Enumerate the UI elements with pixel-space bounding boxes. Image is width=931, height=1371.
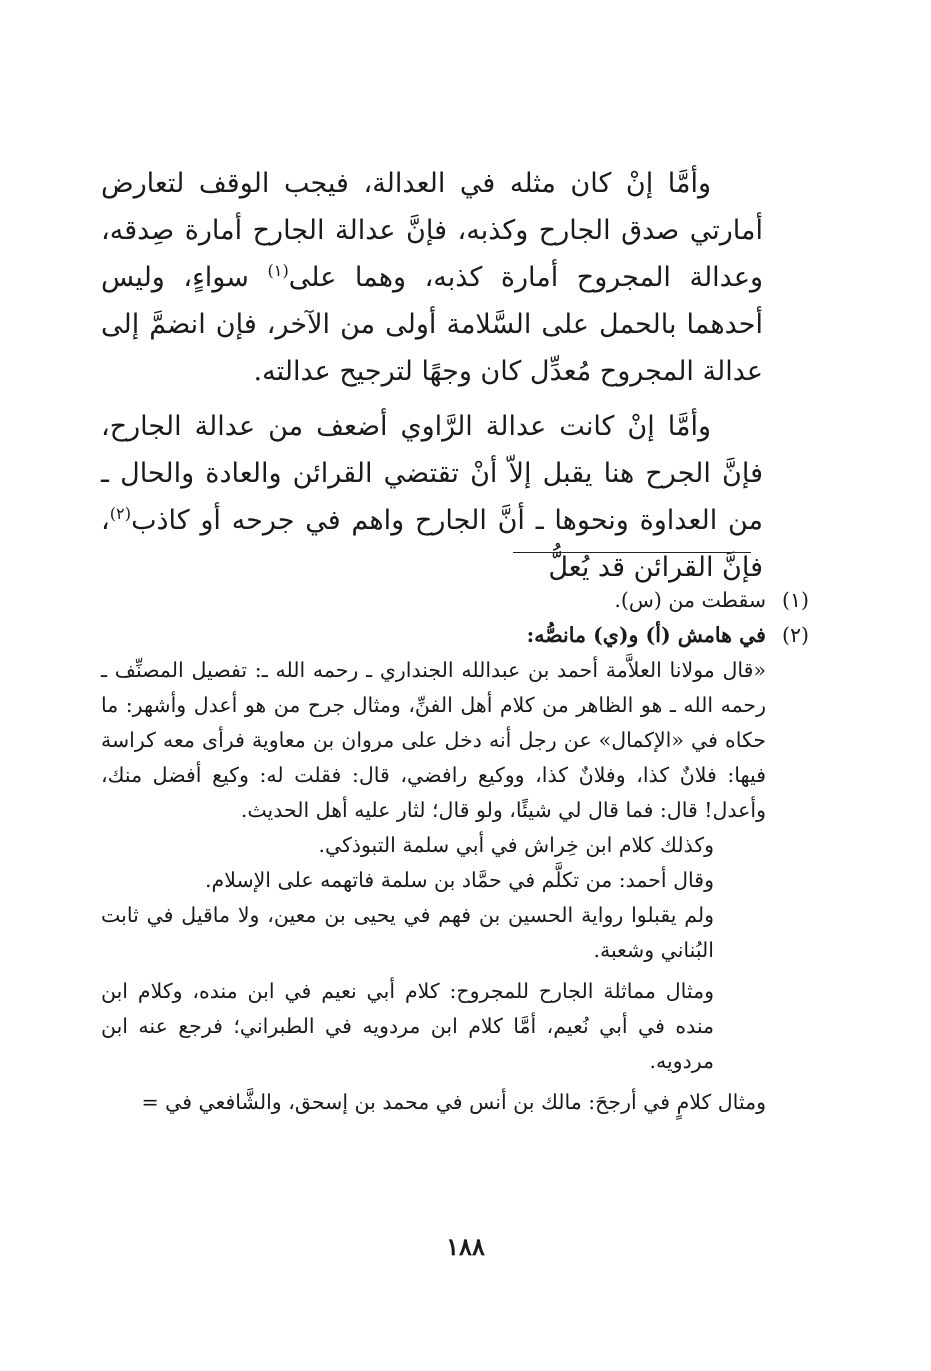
paragraph-1-text-a: وأمَّا إنْ كان مثله في العدالة، فيجب الوقف لتعارض أمارتي صدق الجارح وكذبه، فإنَّ عدالة الجارح أمارة صِدقه، وعدالة المجروح أمارة كذبه، وهما على xyxy=(101,168,764,293)
page-number: ١٨٨ xyxy=(446,1232,485,1261)
body-paragraph-2 xyxy=(101,403,763,591)
paragraph-2-text-b: ، فإنَّ القرائن قد يُعلُّ xyxy=(101,505,763,583)
footnote-2-number: (٢) xyxy=(782,623,810,647)
footnotes-section xyxy=(101,583,810,1120)
paragraph-1-text-b: سواءٍ، وليس أحدهما بالحمل على السَّلامة أولى من الآخر، فإن انضمَّ إلى عدالة المجروح مُعدِّل كان وجهًا لترجيح عدالته. xyxy=(101,262,763,387)
footnote-2-body xyxy=(101,653,766,1120)
footnote-2-paragraph: ومثال كلامٍ في أرجحَ: مالك بن أنس في محمد بن إسحق، والشَّافعي في = xyxy=(141,1090,766,1114)
footnote-2-paragraph: وقال أحمد: من تكلَّم في حمَّاد بن سلمة فاتهمه على الإسلام. xyxy=(205,868,714,892)
footnote-separator-line xyxy=(513,552,751,553)
footnote-2-paragraph: ومثال مماثلة الجارح للمجروح: كلام أبي نعيم في ابن منده، وكلام ابن منده في أبي نُعيم، أمَّا كلام ابن مردويه في الطبراني؛ فرجع عنه ابن مردويه. xyxy=(101,979,714,1073)
footnote-ref-2: (٢) xyxy=(109,504,132,523)
main-body-text xyxy=(101,160,763,591)
footnote-2-paragraph: ولم يقبلوا رواية الحسين بن فهم في يحيى بن معين، ولا ماقيل في ثابت البُناني وشعبة. xyxy=(101,903,714,962)
body-paragraph-1 xyxy=(101,160,763,395)
footnote-ref-1: (١) xyxy=(267,261,289,280)
footnote-1-number: (١) xyxy=(782,588,810,612)
footnote-1 xyxy=(101,583,810,618)
footnote-2-paragraph: «قال مولانا العلاَّمة أحمد بن عبدالله الجنداري ـ رحمه الله ـ: تفصيل المصنِّف ـ رحمه الله ـ هو الظاهر من كلام أهل الفنِّ، ومثال جرح من هو أعدل وأشهر: ما حكاه في «الإكمال» عن رجل أنه دخل على مروان بن معاوية فرأى معه كراسة فيها: فلانٌ كذا، وفلانٌ كذا، ووكيع رافضي، قال: فقلت له: وكيع أفضل منك، وأعدل! قال: فما قال لي شيئًا، ولو قال؛ لثار عليه أهل الحديث. xyxy=(101,658,766,822)
paragraph-2-text-a: وأمَّا إنْ كانت عدالة الرَّاوي أضعف من عدالة الجارح، فإنَّ الجرح هنا يقبل إلاّ أنْ تقتضي القرائن والعادة والحال ـ من العداوة ونحوها ـ أنَّ الجارح واهم في جرحه أو كاذب xyxy=(101,411,763,536)
footnote-2-heading: في هامش (أ) و(ي) مانصُّه: xyxy=(526,623,766,647)
footnote-1-text: سقطت من (س). xyxy=(614,588,766,612)
footnote-2-paragraph: وكذلك كلام ابن خِراش في أبي سلمة التبوذكي. xyxy=(318,833,714,857)
footnote-2 xyxy=(101,618,810,1120)
